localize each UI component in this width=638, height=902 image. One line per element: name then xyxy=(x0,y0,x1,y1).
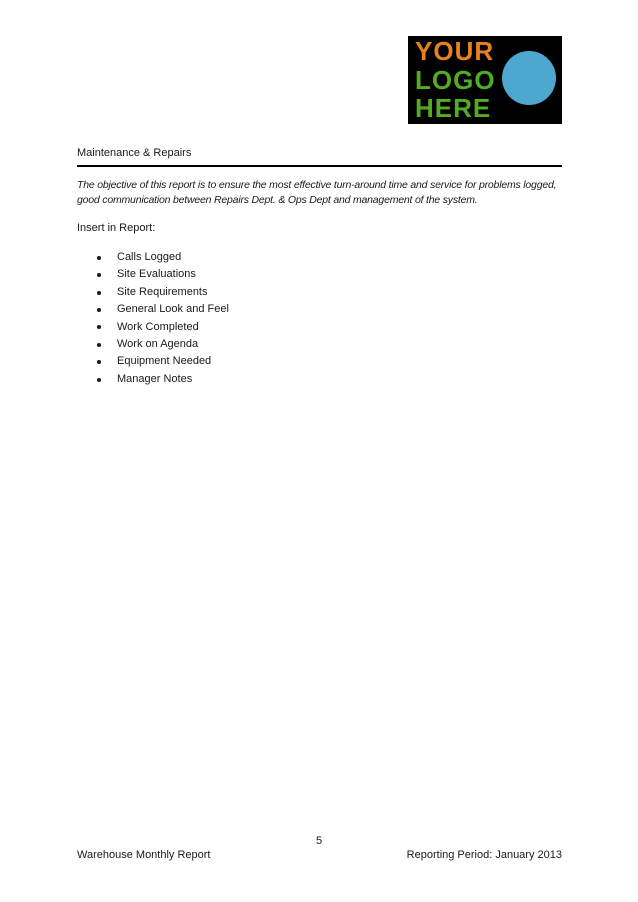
logo-text xyxy=(415,37,496,123)
logo-circle-icon xyxy=(502,51,556,105)
document-footer xyxy=(77,849,562,861)
logo-line-logo: LOGO xyxy=(415,64,496,95)
company-logo-placeholder xyxy=(408,36,562,124)
bullet-icon xyxy=(97,256,101,260)
bullet-icon xyxy=(97,343,101,347)
list-item-label: Site Evaluations xyxy=(117,268,196,281)
report-items-list xyxy=(77,249,562,388)
list-item xyxy=(77,319,562,336)
logo-line-here: HERE xyxy=(415,93,492,123)
footer-reporting-period: Reporting Period: January 2013 xyxy=(406,849,562,861)
list-item-label: Manager Notes xyxy=(117,372,193,385)
bullet-icon xyxy=(97,325,101,329)
bullet-icon xyxy=(97,291,101,295)
section-heading: Maintenance & Repairs xyxy=(77,147,562,167)
bullet-icon xyxy=(97,273,101,277)
footer-document-title: Warehouse Monthly Report xyxy=(77,849,211,861)
objective-paragraph: The objective of this report is to ensure the most effective turn-around time and service for problems logged, good communication between Repairs Dept. & Ops Dept and management of the system. xyxy=(77,179,557,206)
list-item-label: Equipment Needed xyxy=(117,355,212,368)
list-item xyxy=(77,353,562,370)
list-item-label: Calls Logged xyxy=(117,251,182,263)
list-item-label: Work on Agenda xyxy=(117,338,199,351)
page-number: 5 xyxy=(315,835,323,847)
list-item xyxy=(77,266,562,283)
bullet-icon xyxy=(97,378,101,382)
list-item xyxy=(77,249,562,266)
list-item-label: Site Requirements xyxy=(117,285,208,298)
document-body xyxy=(77,147,562,388)
insert-report-label: Insert in Report: xyxy=(77,222,156,234)
list-item xyxy=(77,301,562,318)
bullet-icon xyxy=(97,360,101,364)
logo-line-your: YOUR xyxy=(415,36,495,66)
list-item xyxy=(77,336,562,353)
list-item xyxy=(77,284,562,301)
bullet-icon xyxy=(97,308,101,312)
list-item-label: Work Completed xyxy=(117,320,199,333)
list-item-label: General Look and Feel xyxy=(117,303,229,316)
list-item xyxy=(77,371,562,388)
